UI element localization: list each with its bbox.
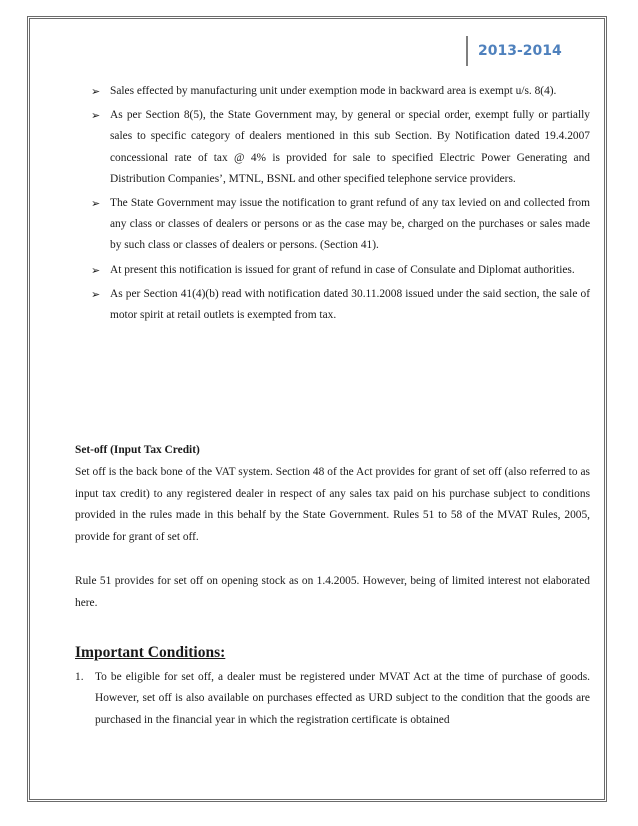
arrow-bullet-icon: ➢ [91, 109, 101, 123]
arrow-bullet-icon: ➢ [91, 85, 101, 98]
conditions-list [75, 667, 590, 731]
bullet-item [93, 105, 590, 190]
setoff-paragraph-1: Set off is the back bone of the VAT system. Section 48 of the Act provides for grant of set off (also referred to as input tax credit) to any registered dealer in respect of any sales tax paid on his purchase subject to conditions provided in the rules made in this behalf by the State Government. Rules 51 to 58 of the MVAT Rules, 2005, provide for grant of set off. [75, 466, 590, 543]
bullet-item [93, 260, 590, 281]
bullet-item [93, 193, 590, 257]
condition-text: To be eligible for set off, a dealer must be registered under MVAT Act at the time of purchase of goods. However, set off is also available on purchases effected as URD subject to the condition that the goods are purchased in the financial year in which the registration certificate is obtained [95, 671, 590, 726]
bullet-item [93, 284, 590, 326]
arrow-bullet-icon: ➢ [91, 197, 101, 211]
important-conditions-heading: Important Conditions: [75, 644, 226, 661]
arrow-bullet-icon: ➢ [91, 263, 101, 277]
bullet-text: At present this notification is issued for grant of refund in case of Consulate and Diplomat authorities. [110, 263, 575, 276]
setoff-paragraph-2: Rule 51 provides for set off on opening stock as on 1.4.2005. However, being of limited interest not elaborated here. [75, 575, 590, 609]
header-year: 2013-2014 [466, 36, 578, 66]
bullet-list [93, 81, 590, 329]
bullet-text: Sales effected by manufacturing unit under exemption mode in backward area is exempt u/s. 8(4). [110, 85, 557, 97]
bullet-text: As per Section 8(5), the State Government may, by general or special order, exempt fully or partially sales to specific category of dealers mentioned in this sub Section. By Notification dated 19.4.2007 concessional rate of tax @ 4% is provided for sale to specified Electric Power Generating and Distribution Companies’, MTNL, BSNL and other specified telephone service providers. [110, 109, 590, 185]
condition-item [75, 667, 590, 731]
condition-number: 1. [75, 671, 84, 683]
bullet-text: As per Section 41(4)(b) read with notification dated 30.11.2008 issued under the said section, the sale of motor spirit at retail outlets is exempted from tax. [110, 287, 590, 322]
bullet-text: The State Government may issue the notification to grant refund of any tax levied on and collected from any class or classes of dealers or persons or as the case may be, charged on the purchases or sales made by such class or classes of dealers or persons. (Section 41). [110, 197, 590, 252]
setoff-title: Set-off (Input Tax Credit) [75, 444, 200, 456]
arrow-bullet-icon: ➢ [91, 287, 101, 301]
bullet-item [93, 81, 590, 102]
